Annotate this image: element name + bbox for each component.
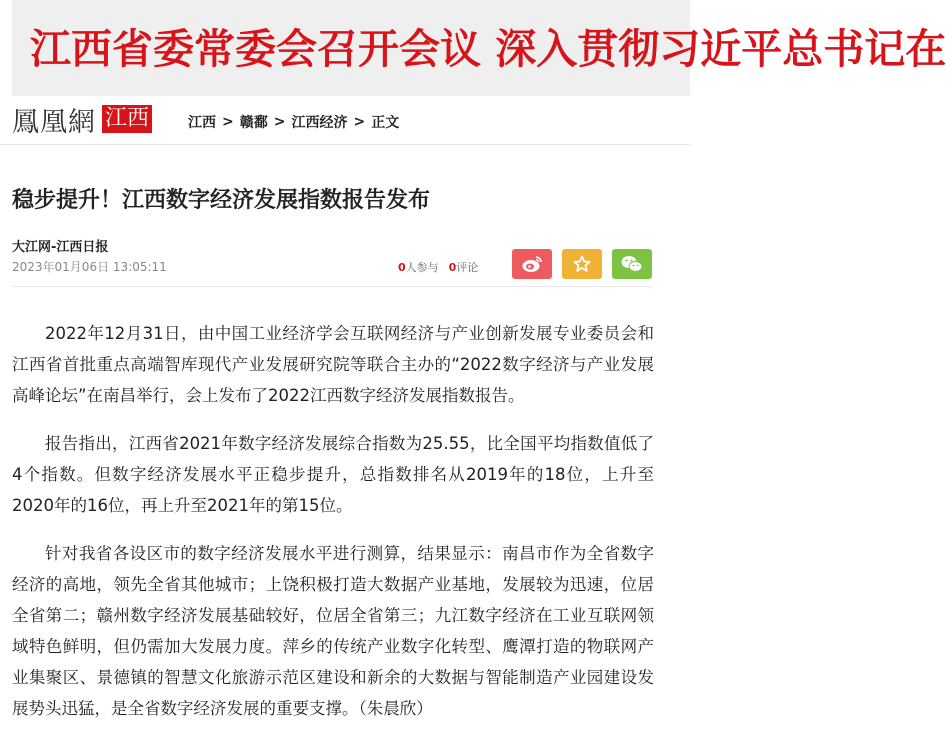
site-header (12, 98, 690, 144)
header-divider (0, 144, 690, 145)
favorite-button[interactable] (562, 249, 602, 279)
comments-stat[interactable] (449, 259, 479, 275)
site-logo[interactable] (12, 102, 152, 136)
article-paragraph: 针对我省各设区市的数字经济发展水平进行测算，结果显示：南昌市作为全省数字经济的高地，领先全省其他城市；上饶积极打造大数据产业基地，发展较为迅速，位居全省第二；赣州数字经济发展基础较好，位居全省第三；九江数字经济在工业互联网领域特色鲜明，但仍需加大发展力度。萍乡的传统产业数字化转型、鹰潭打造的物联网产业集聚区、景德镇的智慧文化旅游示范区建设和新余的大数据与智能制造产业园建设发展势头迅猛，是全省数字经济发展的重要支撑。（朱晨欣） (12, 544, 654, 718)
wechat-icon (620, 254, 644, 274)
weibo-icon (521, 255, 543, 273)
breadcrumb (188, 112, 399, 132)
participants-label: 人参与 (405, 261, 439, 274)
banner-headline[interactable]: 江西省委常委会召开会议 深入贯彻习近平总书记在 (30, 25, 946, 73)
meta-divider (12, 286, 652, 287)
top-news-banner[interactable] (12, 0, 946, 96)
article-body (12, 318, 654, 741)
share-weibo-button[interactable] (512, 249, 552, 279)
article-source[interactable]: 大江网-江西日报 (12, 240, 109, 255)
article-paragraph: 2022年12月31日，由中国工业经济学会互联网经济与产业创新发展专业委员会和江西省首批重点高端智库现代产业发展研究院等联合主办的“2022数字经济与产业发展高峰论坛”在南昌举行，会上发布了2022江西数字经济发展指数报告。 (12, 324, 654, 405)
star-icon (573, 255, 591, 273)
logo-region-badge: 江西 (102, 105, 152, 133)
breadcrumb-item-ganpo[interactable]: 赣鄱 (239, 115, 268, 131)
article-paragraph: 报告指出，江西省2021年数字经济发展综合指数为25.55，比全国平均指数值低了4个指数。但数字经济发展水平正稳步提升，总指数排名从2019年的18位，上升至2020年的16位，再上升至2021年的第15位。 (12, 434, 654, 515)
article-stats (398, 259, 478, 275)
breadcrumb-separator: > (273, 114, 286, 130)
participants-stat[interactable] (398, 259, 439, 275)
comments-count: 0 (448, 261, 457, 274)
comments-label: 评论 (456, 261, 479, 274)
breadcrumb-item-economy[interactable]: 江西经济 (291, 115, 348, 131)
logo-main-text: 鳳凰網 (12, 106, 96, 138)
article-title: 稳步提升！江西数字经济发展指数报告发布 (12, 188, 431, 213)
breadcrumb-separator: > (222, 114, 234, 130)
participants-count: 0 (398, 261, 406, 274)
article-date: 2023年01月06日 13:05:11 (12, 260, 167, 274)
share-wechat-button[interactable] (612, 249, 652, 279)
breadcrumb-item-current: 正文 (371, 115, 400, 131)
breadcrumb-item-jiangxi[interactable]: 江西 (188, 115, 216, 131)
breadcrumb-separator: > (353, 114, 366, 130)
